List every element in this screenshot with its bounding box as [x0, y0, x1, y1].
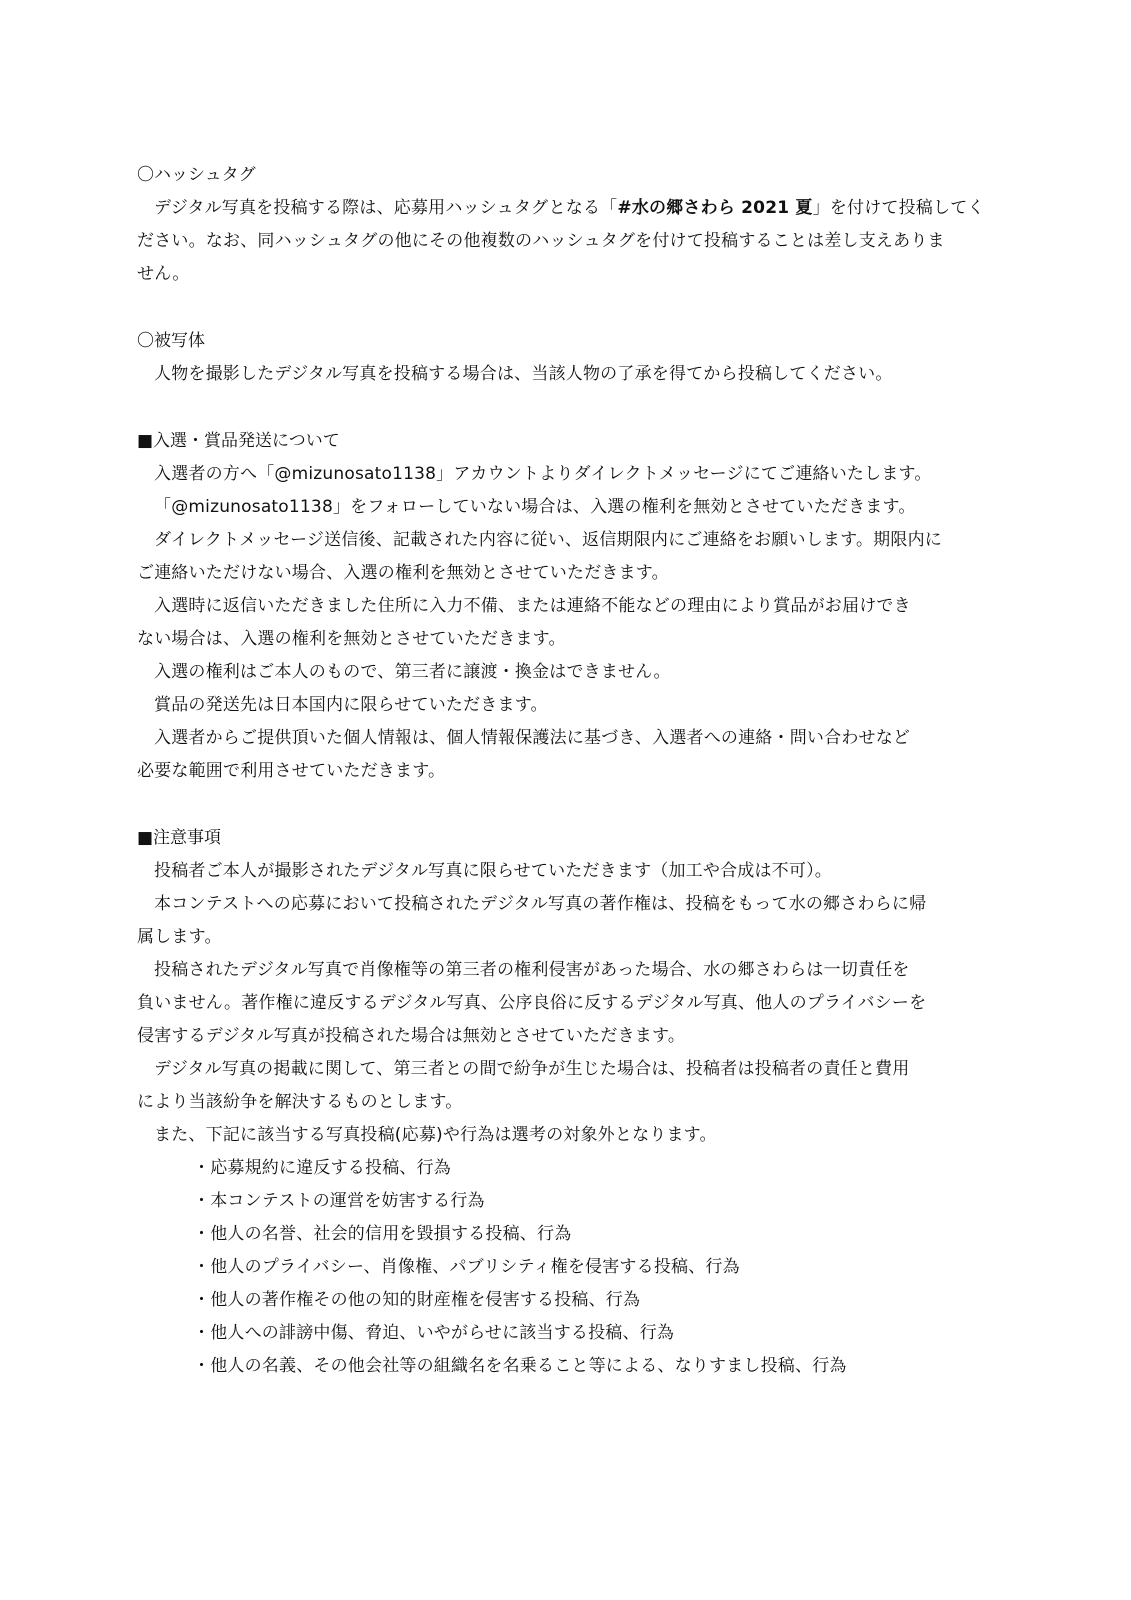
notes-bullet-4: ・他人のプライバシー、肖像権、パブリシティ権を侵害する投稿、行為	[193, 1257, 740, 1277]
hashtag-tag: #水の郷さわら 2021 夏	[617, 198, 813, 218]
section-subject	[137, 325, 1031, 391]
subject-line-1: 人物を撮影したデジタル写真を投稿する場合は、当該人物の了承を得てから投稿してください。	[154, 364, 893, 384]
notes-bullet-3: ・他人の名誉、社会的信用を毀損する投稿、行為	[193, 1224, 572, 1244]
notes-bullet-6: ・他人への誹謗中傷、脅迫、いやがらせに該当する投稿、行為	[193, 1323, 675, 1343]
notes-bullet-7: ・他人の名義、その他会社等の組織名を名乗ること等による、なりすまし投稿、行為	[193, 1356, 847, 1376]
winners-line-9: 入選者からご提供頂いた個人情報は、個人情報保護法に基づき、入選者への連絡・問い合わせなど	[154, 728, 911, 748]
subject-heading: 〇被写体	[137, 331, 205, 351]
notes-bullet-2: ・本コンテストの運営を妨害する行為	[193, 1191, 485, 1211]
section-winners	[137, 425, 1031, 788]
notes-line-8: により当該紛争を解決するものとします。	[137, 1092, 463, 1112]
hashtag-line-3: せん。	[137, 264, 190, 284]
notes-line-7: デジタル写真の掲載に関して、第三者との間で紛争が生じた場合は、投稿者は投稿者の責任と費用	[154, 1059, 910, 1079]
winners-line-1: 入選者の方へ「@mizunosato1138」アカウントよりダイレクトメッセージにてご連絡いたします。	[154, 464, 932, 484]
winners-line-5: 入選時に返信いただきました住所に入力不備、または連絡不能などの理由により賞品がお届けでき	[154, 596, 911, 616]
section-hashtag	[137, 159, 1031, 291]
notes-line-2: 本コンテストへの応募において投稿されたデジタル写真の著作権は、投稿をもって水の郷さわらに帰	[154, 894, 927, 914]
notes-line-3: 属します。	[137, 927, 222, 947]
winners-line-7: 入選の権利はご本人のもので、第三者に譲渡・換金はできません。	[154, 662, 671, 682]
hashtag-heading: 〇ハッシュタグ	[137, 165, 256, 185]
winners-line-6: ない場合は、入選の権利を無効とさせていただきます。	[137, 629, 566, 649]
hashtag-line-2: ださい。なお、同ハッシュタグの他にその他複数のハッシュタグを付けて投稿することは差し支えありま	[137, 231, 945, 251]
winners-heading: ■入選・賞品発送について	[137, 431, 340, 451]
hashtag-line-1-post: 」を付けて投稿してく	[812, 198, 985, 218]
hashtag-line-1	[137, 192, 1031, 225]
notes-bullet-1: ・応募規約に違反する投稿、行為	[193, 1158, 451, 1178]
notes-line-1: 投稿者ご本人が撮影されたデジタル写真に限らせていただきます（加工や合成は不可）。	[154, 861, 832, 881]
notes-line-4: 投稿されたデジタル写真で肖像権等の第三者の権利侵害があった場合、水の郷さわらは一切責任を	[154, 960, 910, 980]
winners-line-10: 必要な範囲で利用させていただきます。	[137, 761, 446, 781]
notes-line-5: 負いません。著作権に違反するデジタル写真、公序良俗に反するデジタル写真、他人のプライバシーを	[137, 993, 927, 1013]
winners-line-8: 賞品の発送先は日本国内に限らせていただきます。	[154, 695, 548, 715]
winners-line-4: ご連絡いただけない場合、入選の権利を無効とさせていただきます。	[137, 563, 669, 583]
section-notes	[137, 822, 1031, 1383]
winners-line-2: 「@mizunosato1138」をフォローしていない場合は、入選の権利を無効とさせていただきます。	[154, 497, 916, 517]
notes-bullet-5: ・他人の著作権その他の知的財産権を侵害する投稿、行為	[193, 1290, 641, 1310]
notes-heading: ■注意事項	[137, 828, 222, 848]
notes-line-9: また、下記に該当する写真投稿(応募)や行為は選考の対象外となります。	[154, 1125, 717, 1145]
winners-line-3: ダイレクトメッセージ送信後、記載された内容に従い、返信期限内にご連絡をお願いします。期限内に	[154, 530, 942, 550]
hashtag-line-1-pre: デジタル写真を投稿する際は、応募用ハッシュタグとなる「	[154, 198, 618, 218]
notes-line-6: 侵害するデジタル写真が投稿された場合は無効とさせていただきます。	[137, 1026, 686, 1046]
